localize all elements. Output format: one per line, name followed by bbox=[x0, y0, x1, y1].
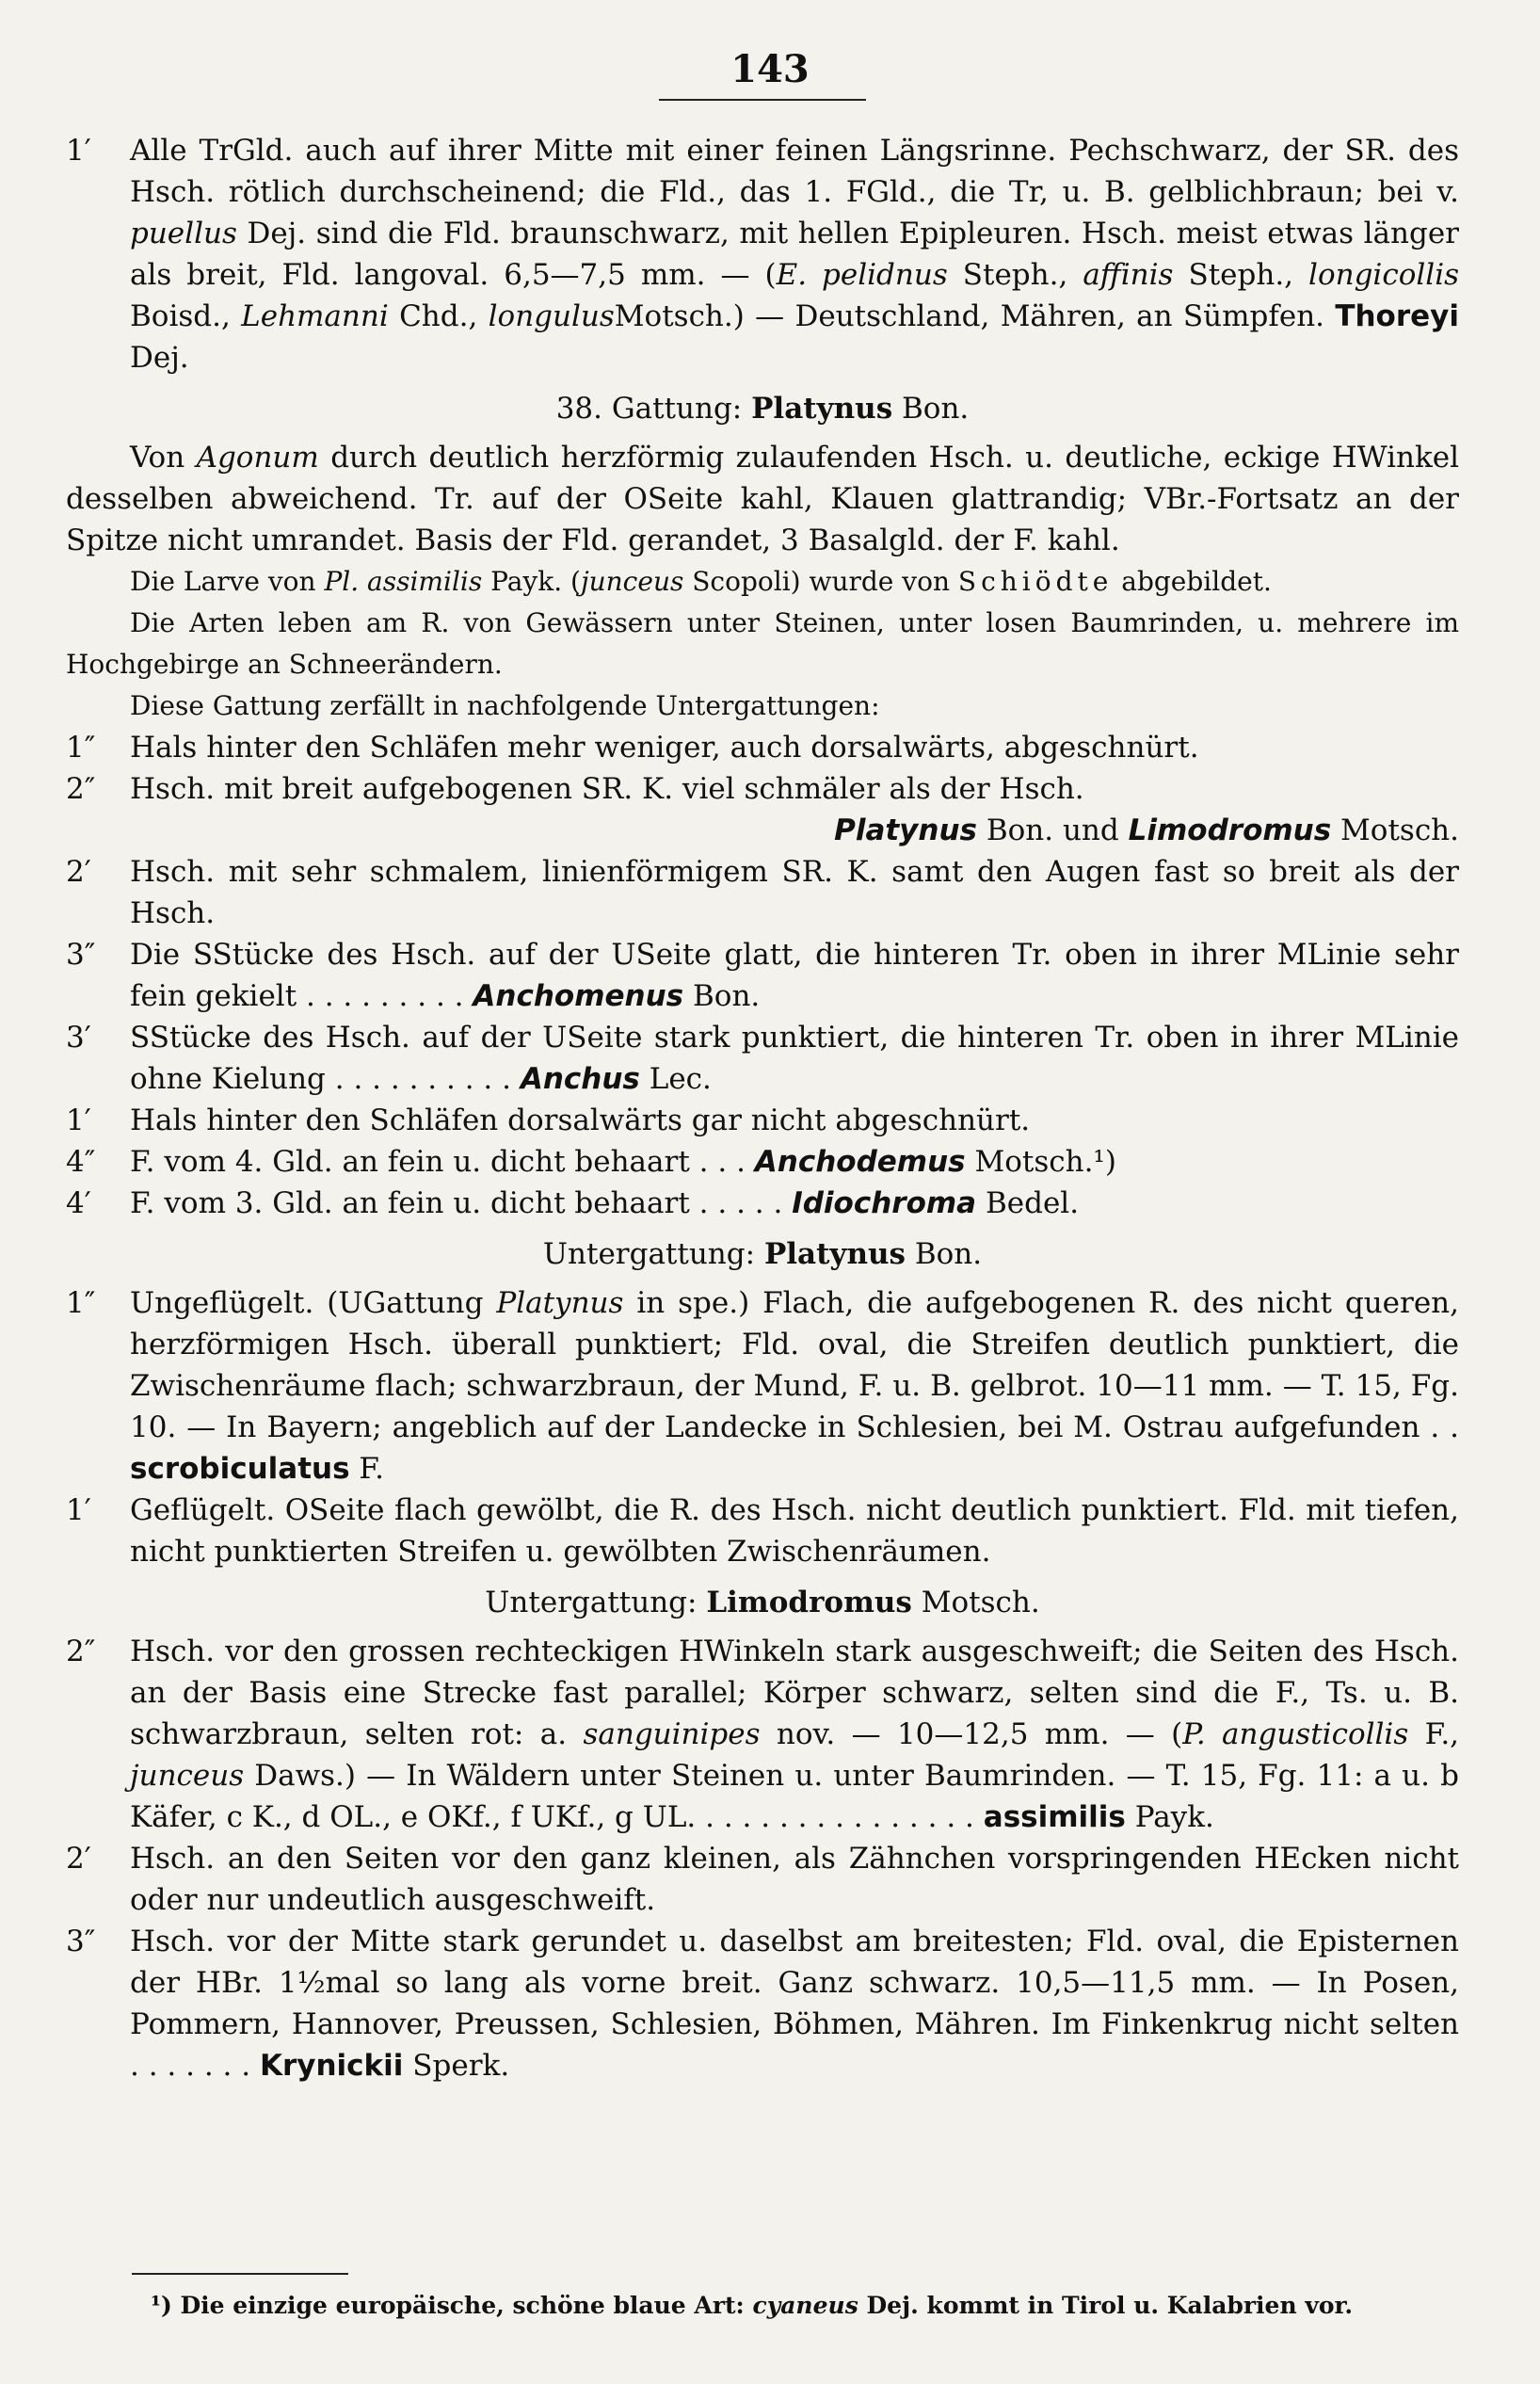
genus-heading: 38. Gattung: Platynus Bon. bbox=[555, 392, 970, 426]
key-entry-krynickii: 3″ Hsch. vor der Mitte stark gerundet u. daselbst am breitesten; Fld. oval, die Episternen der HBr. 1½mal so lang als vorne breit. Ganz schwarz. 10,5—11,5 mm. — In Posen, Pommern, Hannover, Preussen, Schlesien, Böhmen, Mähren. Im Finkenkrug nicht selten . . . . . . . Krynickii Sperk. bbox=[66, 1921, 1459, 2086]
subgenus-name: Platynus bbox=[834, 813, 977, 847]
species-name: Thoreyi bbox=[1335, 299, 1459, 333]
subgenus-heading: Untergattung: Platynus Bon. bbox=[542, 1237, 983, 1271]
key-marker: 1″ bbox=[66, 731, 96, 765]
page-number-rule bbox=[659, 99, 866, 101]
subgenera-intro: Diese Gattung zerfällt in nachfolgende Untergattungen: bbox=[130, 690, 880, 721]
key-marker: 3′ bbox=[66, 1021, 91, 1055]
subgenus-name: Anchodemus bbox=[754, 1145, 966, 1179]
key-marker: 2″ bbox=[66, 772, 96, 806]
subgenus-name: Anchus bbox=[520, 1062, 640, 1096]
key-marker: 1″ bbox=[66, 1286, 96, 1320]
key-entry-scrobiculatus: 1″ Ungeflügelt. (UGattung Platynus in spe.) Flach, die aufgebogenen R. des nicht queren, herzförmigen Hsch. überall punktiert; Fld. oval, die Streifen deutlich punktiert, die Zwischenräume flach; schwarzbraun, der Mund, F. u. B. gelbrot. 10—11 mm. — T. 15, Fg. 10. — In Bayern; angeblich auf der Landecke in Schlesien, bei M. Ostrau aufgefunden . . scrobiculatus F. bbox=[66, 1282, 1459, 1490]
key-entry: 2″ Hsch. mit breit aufgebogenen SR. K. viel schmäler als der Hsch. Platynus Bon. und Limodromus Motsch. bbox=[66, 768, 1459, 851]
species-name: scrobiculatus bbox=[130, 1452, 350, 1486]
species-name: Krynickii bbox=[259, 2049, 404, 2083]
key-marker: 3″ bbox=[66, 1925, 96, 1958]
key-entry: 4′ F. vom 3. Gld. an fein u. dicht behaart . . . . . Idiochroma Bedel. bbox=[66, 1183, 1459, 1224]
page-number: 143 bbox=[730, 47, 810, 91]
subgenus-name: Anchomenus bbox=[473, 979, 684, 1013]
larva-note: Die Larve von Pl. assimilis Payk. (junceus Scopoli) wurde von Schiödte abgebildet. bbox=[130, 566, 1272, 597]
subgenus-heading: Untergattung: Limodromus Motsch. bbox=[485, 1586, 1040, 1619]
key-entry-assimilis: 2″ Hsch. vor den grossen rechteckigen HWinkeln stark ausgeschweift; die Seiten des Hsch. an der Basis eine Strecke fast parallel; Körper schwarz, selten sind die F., Ts. u. B. schwarzbraun, selten rot: a. sanguinipes nov. — 10—12,5 mm. — (P. angusticollis F., junceus Daws.) — In Wäldern unter Steinen u. unter Baumrinden. — T. 15, Fg. 11: a u. b Käfer, c K., d OL., e OKf., f UKf., g UL. . . . . . . . . . . . . . . . assimilis Payk. bbox=[66, 1631, 1459, 1838]
key-marker: 3″ bbox=[66, 938, 96, 972]
key-marker: 2′ bbox=[66, 1842, 91, 1876]
key-marker: 1′ bbox=[66, 1103, 91, 1137]
key-entry: 1′ Geflügelt. OSeite flach gewölbt, die R. des Hsch. nicht deutlich punktiert. Fld. mit tiefen, nicht punktierten Streifen u. gewölbten Zwischenräumen. bbox=[66, 1490, 1459, 1572]
subgenus-name: Idiochroma bbox=[792, 1186, 977, 1220]
key-entry: 1″ Hals hinter den Schläfen mehr weniger, auch dorsalwärts, abgeschnürt. bbox=[66, 727, 1459, 768]
key-marker: 2″ bbox=[66, 1635, 96, 1668]
key-entry: 3′ SStücke des Hsch. auf der USeite stark punktiert, die hinteren Tr. oben in ihrer MLinie ohne Kielung . . . . . . . . . . Anchus Lec. bbox=[66, 1017, 1459, 1100]
key-entry-thoreyi: 1′ Alle TrGld. auch auf ihrer Mitte mit einer feinen Längsrinne. Pechschwarz, der SR. des Hsch. rötlich durchscheinend; die Fld., das 1. FGld., die Tr, u. B. gelblichbraun; bei v. puellus Dej. sind die Fld. braunschwarz, mit hellen Epipleuren. Hsch. meist etwas länger als breit, Fld. langoval. 6,5—7,5 mm. — (E. pelidnus Steph., affinis Steph., longicollis Boisd., Lehmanni Chd., longulusMotsch.) — Deutschland, Mähren, an Sümpfen. Thoreyi Dej. bbox=[66, 130, 1459, 379]
footnote-rule bbox=[132, 2273, 348, 2275]
footnote: ¹) Die einzige europäische, schöne blaue Art: cyaneus Dej. kommt in Tirol u. Kalabrien vor. bbox=[151, 2292, 1354, 2319]
subgenus-name: Limodromus bbox=[1128, 813, 1332, 847]
species-name: assimilis bbox=[983, 1800, 1126, 1834]
key-entry: 3″ Die SStücke des Hsch. auf der USeite glatt, die hinteren Tr. oben in ihrer MLinie sehr fein gekielt . . . . . . . . . Anchomenus Bon. bbox=[66, 934, 1459, 1017]
key-marker: 1′ bbox=[66, 134, 91, 168]
key-entry: 4″ F. vom 4. Gld. an fein u. dicht behaart . . . Anchodemus Motsch.¹) bbox=[66, 1141, 1459, 1183]
key-entry: 1′ Hals hinter den Schläfen dorsalwärts gar nicht abgeschnürt. bbox=[66, 1100, 1459, 1141]
key-marker: 1′ bbox=[66, 1493, 91, 1527]
key-marker: 2′ bbox=[66, 855, 91, 889]
key-marker: 4′ bbox=[66, 1186, 91, 1220]
genus-description: Von Agonum durch deutlich herzförmig zulaufenden Hsch. u. deutliche, eckige HWinkel desselben abweichend. Tr. auf der OSeite kahl, Klauen glattrandig; VBr.-Fortsatz an der Spitze nicht umrandet. Basis der Fld. gerandet, 3 Basalgld. der F. kahl. bbox=[66, 441, 1459, 557]
key-entry: 2′ Hsch. an den Seiten vor den ganz kleinen, als Zähnchen vorspringenden HEcken nicht oder nur undeutlich ausgeschweift. bbox=[66, 1838, 1459, 1921]
key-marker: 4″ bbox=[66, 1145, 96, 1179]
habitat-note: Die Arten leben am R. von Gewässern unter Steinen, unter losen Baumrinden, u. mehrere im Hochgebirge an Schneerändern. bbox=[66, 607, 1459, 680]
key-entry: 2′ Hsch. mit sehr schmalem, linienförmigem SR. K. samt den Augen fast so breit als der Hsch. bbox=[66, 851, 1459, 934]
page-text bbox=[66, 130, 1459, 2086]
